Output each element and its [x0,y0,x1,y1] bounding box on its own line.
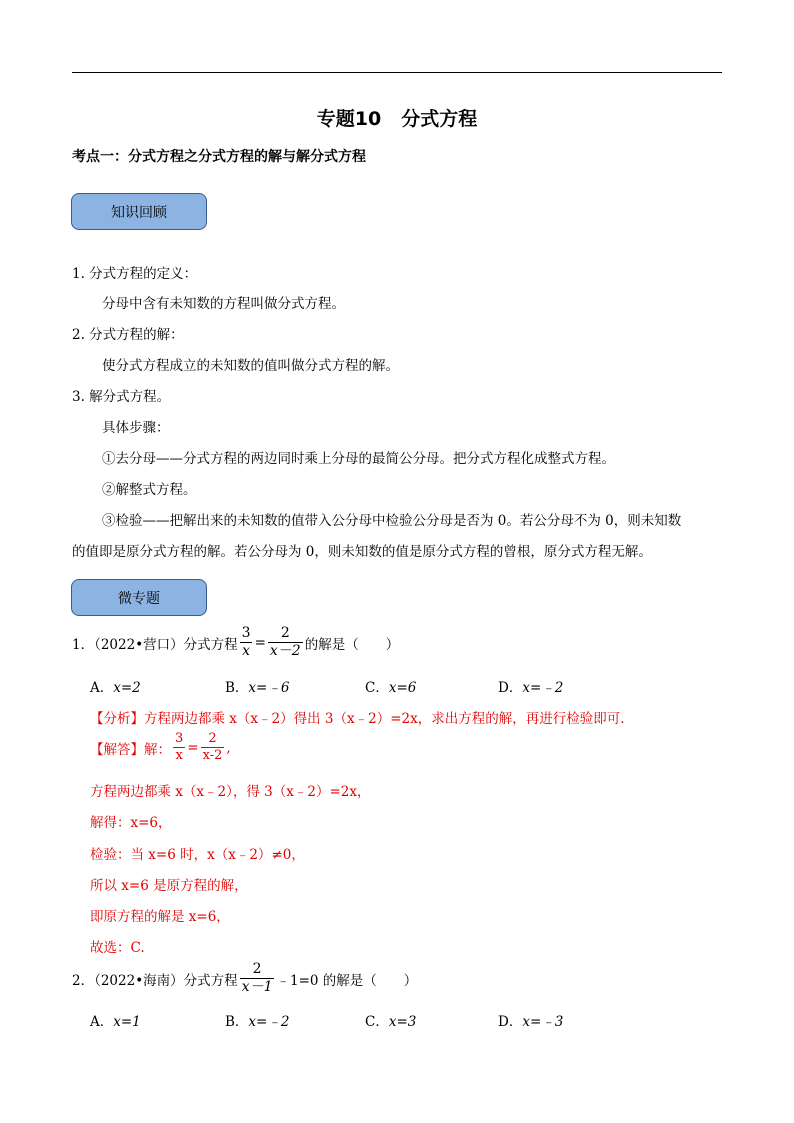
q1-analysis [90,707,625,727]
q1-suffix: 的解是（ ） [304,636,400,653]
q1-fraction-1 [240,626,253,660]
step-1: ①去分母——分式方程的两边同时乘上分母的最简公分母。把分式方程化成整式方程。 [102,451,615,467]
q1-frac1-den: x [242,643,251,660]
q1-frac2-num: 2 [280,625,290,641]
review-item-1-body: 分母中含有未知数的方程叫做分式方程。 [102,296,345,312]
ans-equals: = [187,739,199,756]
answer-lead: 解： [144,741,171,758]
header-rule [72,72,722,73]
answer-step-1: 方程两边都乘 x（x﹣2），得 3（x﹣2）=2x， [90,784,371,800]
micro-topic-badge-label: 微专题 [118,590,160,607]
analysis-text: 方程两边都乘 x（x﹣2）得出 3（x﹣2）=2x，求出方程的解，再进行检验即可. [144,711,625,727]
q1-option-d: D．x=﹣2 [498,680,564,696]
answer-step-2: 解得：x=6， [90,815,172,831]
q2-frac-den: x－1 [241,979,273,996]
review-item-1: 1. 分式方程的定义： [72,266,198,282]
q1-fraction-2 [268,626,303,660]
q2-option-c: C．x=3 [365,1014,417,1030]
analysis-tag: 【分析】 [90,711,144,727]
q2-suffix: ﹣1=0 的解是（ ） [276,972,418,989]
q1-option-b: B．x=﹣6 [225,680,290,696]
ans-fraction-2: $\frac{2}{x-2}$ [202,731,223,764]
step-3a: ③检验——把解出来的未知数的值带入公分母中检验公分母是否为 0。若公分母不为 0，则未知数 [102,513,682,529]
page-title [0,104,794,131]
answer-tag: 【解答】 [90,741,144,758]
q1-equals: = [254,634,266,651]
answer-step-6: 故选：C. [90,940,145,956]
steps-label: 具体步骤： [102,420,170,436]
review-item-2-body: 使分式方程成立的未知数的值叫做分式方程的解。 [102,358,399,374]
q2-frac-num: 2 [252,961,262,977]
q1-prefix: 1．（2022•营口）分式方程 [72,636,238,653]
q2-prefix: 2．（2022•海南）分式方程 [72,972,238,989]
step-2: ②解整式方程。 [102,482,197,498]
q2-option-b: B．x=﹣2 [225,1014,290,1030]
q1-answer: 【解答】 解： $\frac{3}{x}$ = $\frac{2}{x-2}$ , [90,731,231,764]
question-2 [72,962,417,996]
q2-fraction [240,962,275,996]
review-badge [71,193,207,230]
q2-option-d: D．x=﹣3 [498,1014,564,1030]
micro-topic-badge [71,579,207,616]
answer-step-3: 检验：当 x=6 时，x（x﹣2）≠0， [90,847,305,863]
question-1 [72,626,399,660]
step-3b: 的值即是原分式方程的解。若公分母为 0，则未知数的值是原分式方程的曾根，原分式方程无解。 [72,544,652,560]
review-item-2: 2. 分式方程的解： [72,327,184,343]
review-item-3: 3. 解分式方程。 [72,389,171,405]
title-sub: 分式方程 [401,108,478,130]
q1-frac1-num: 3 [241,625,251,641]
q1-frac2-den: x－2 [269,643,301,660]
review-badge-label: 知识回顾 [111,204,167,221]
answer-step-5: 即原方程的解是 x=6， [90,909,230,925]
title-main: 专题10 [316,108,382,130]
section-heading: 考点一：分式方程之分式方程的解与解分式方程 [72,149,366,165]
q1-option-c: C．x=6 [365,680,417,696]
q1-option-a: A．x=2 [90,680,141,696]
answer-step-4: 所以 x=6 是原方程的解， [90,878,248,894]
ans-fraction-1: $\frac{3}{x}$ [175,731,184,764]
q2-option-a: A．x=1 [90,1014,141,1030]
